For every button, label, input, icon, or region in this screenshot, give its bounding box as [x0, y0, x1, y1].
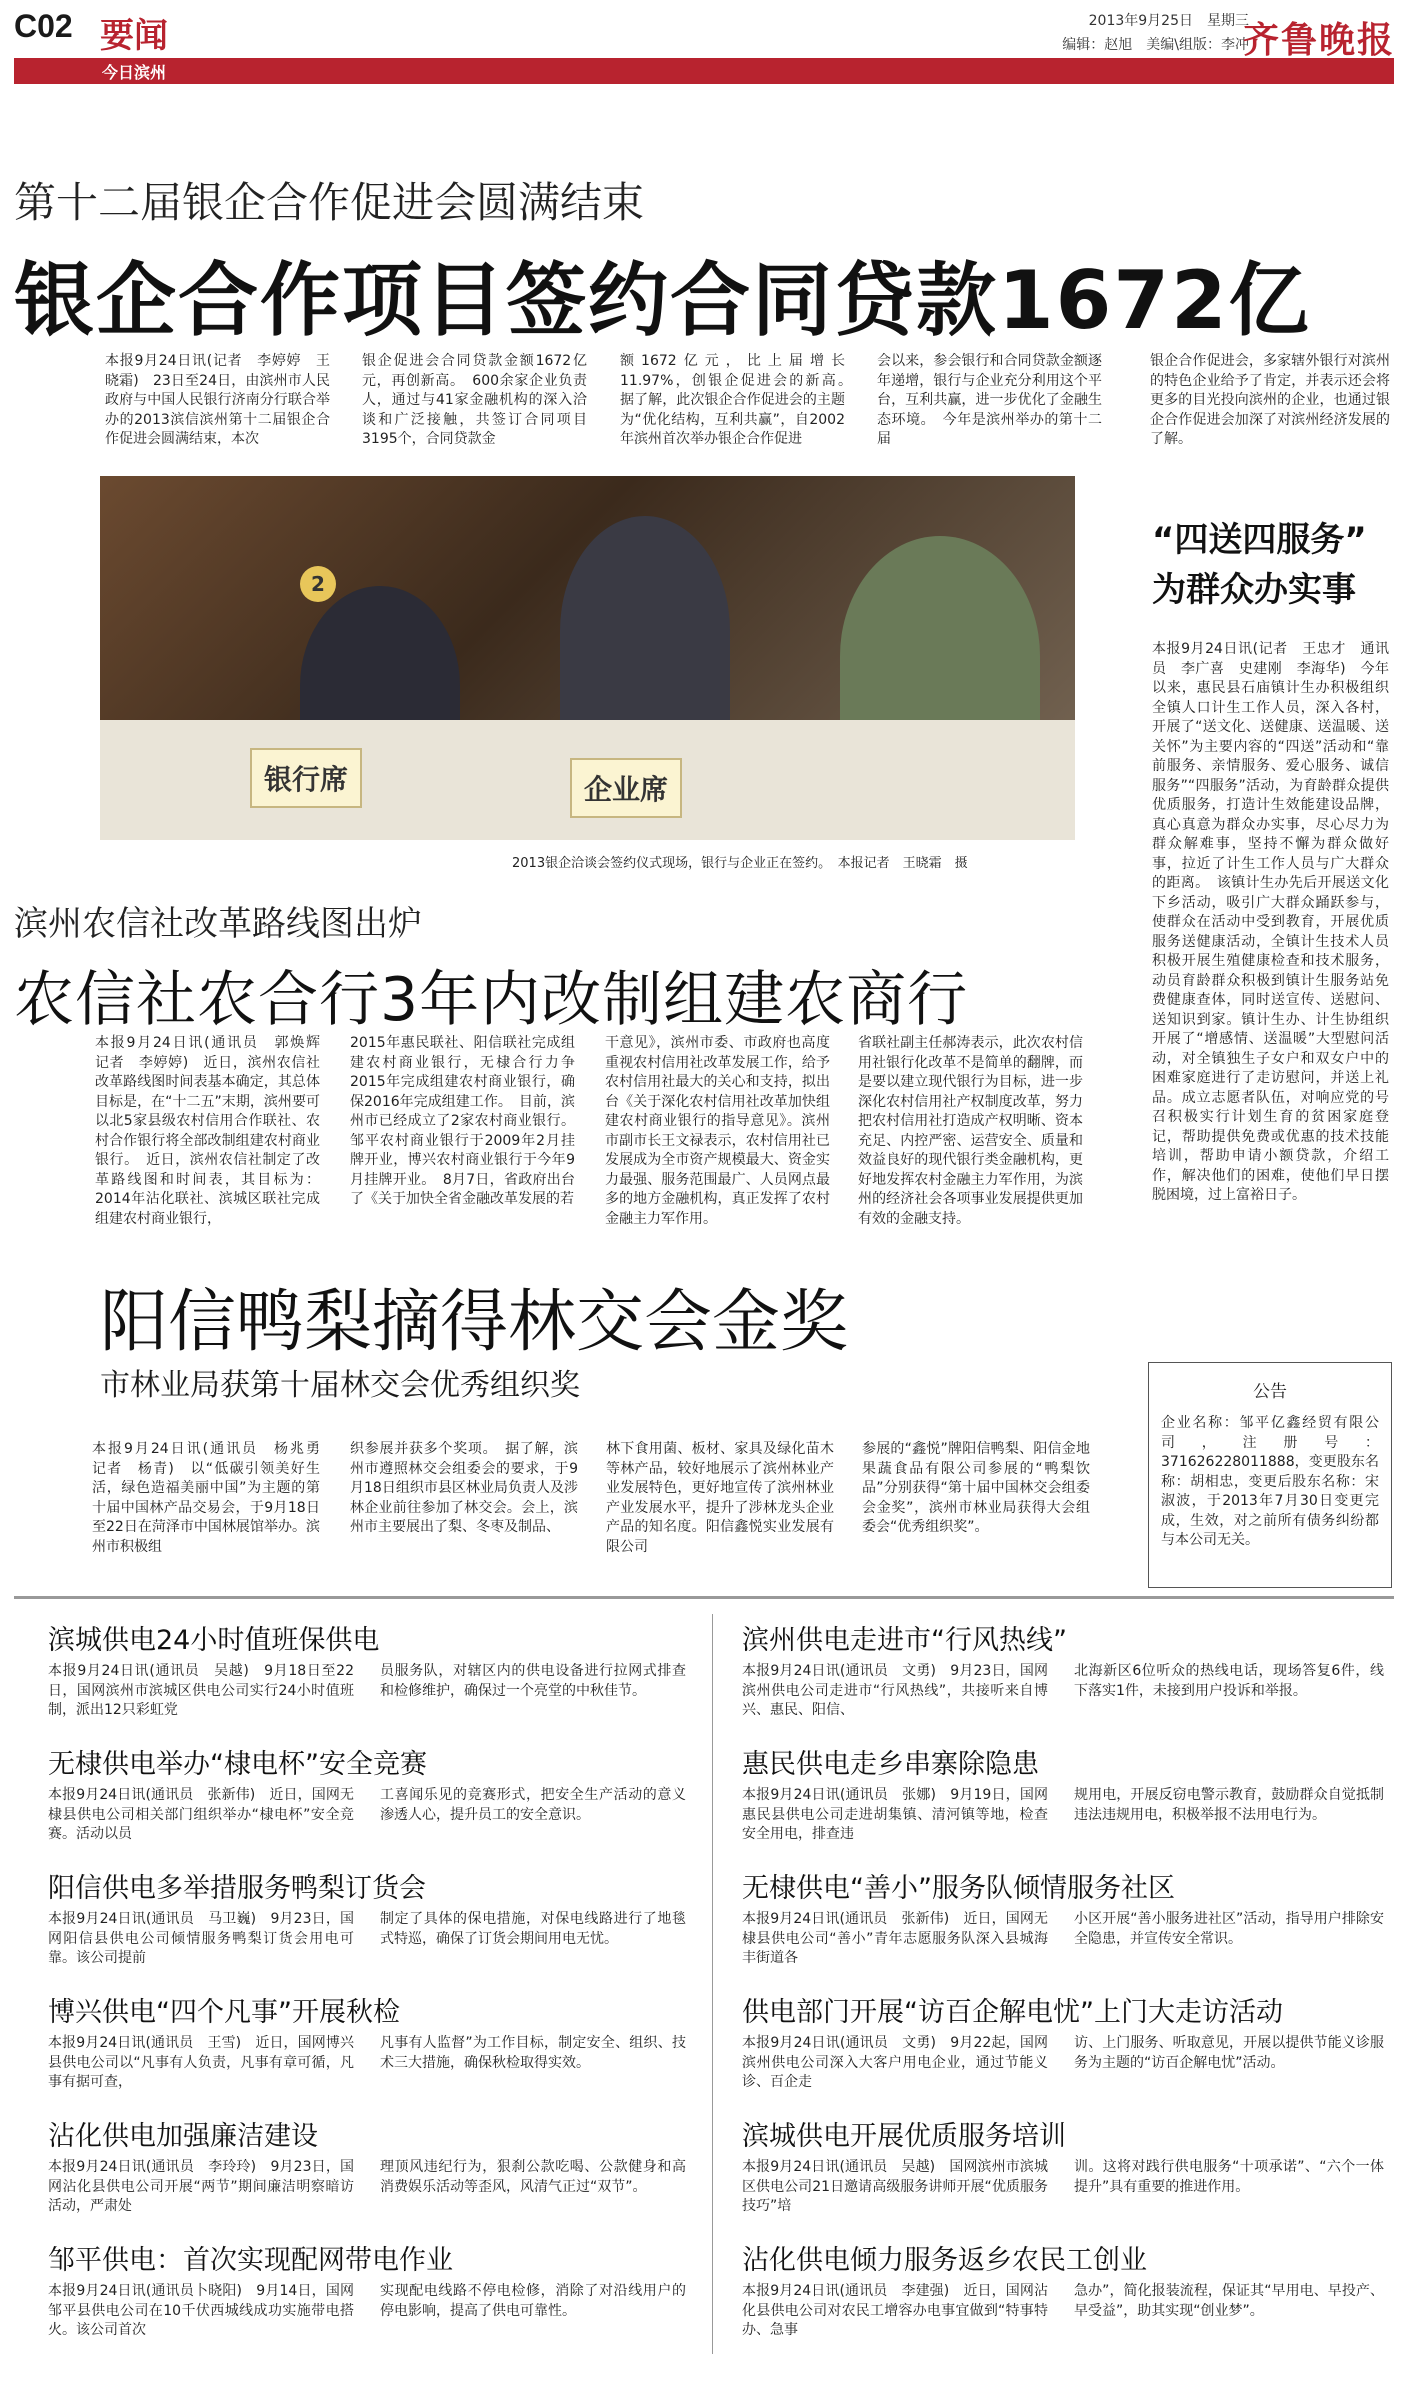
notice-box [1148, 1362, 1392, 1588]
news-body-b: 工喜闻乐见的竞赛形式，把安全生产活动的意义渗透人心，提升员工的安全意识。 [380, 1787, 686, 1823]
news-body-a: 本报9月24日讯(通讯员 吴越) 9月18日至22日，国网滨州市滨城区供电公司实行24小时值班制，派出12只彩虹党 [48, 1663, 354, 1718]
third-col-4: 参展的“鑫悦”牌阳信鸭梨、阳信金地果蔬食品有限公司参展的“鸭梨饮品”分别获得“第十届中国林交会组委会金奖”，滨州市林业局获得大会组委会“优秀组织奖”。 [862, 1441, 1090, 1535]
news-headline: 博兴供电“四个凡事”开展秋检 [48, 1997, 400, 2028]
news-body-b: 训。这将对践行供电服务“十项承诺”、“六个一体提升”具有重要的推进作用。 [1074, 2159, 1384, 2195]
lead-headline: 银企合作项目签约合同贷款1672亿 [14, 254, 1311, 347]
third-col-3: 林下食用菌、板材、家具及绿化苗木等林产品，较好地展示了滨州林业产业发展特色，更好地宣传了滨州林业产业发展水平，提升了涉林龙头企业产品的知名度。阳信鑫悦实业发展有限公司 [606, 1441, 834, 1555]
second-headline: 农信社农合行3年内改制组建农商行 [14, 965, 969, 1035]
news-headline: 惠民供电走乡串寨除隐患 [742, 1749, 1039, 1780]
news-body-b: 急办”，简化报装流程，保证其“早用电、早投产、早受益”，助其实现“创业梦”。 [1074, 2283, 1384, 2319]
second-kicker: 滨州农信社改革路线图出炉 [14, 904, 422, 944]
lead-kicker: 第十二届银企合作促进会圆满结束 [14, 178, 645, 227]
bank-seat-sign: 银行席 [250, 748, 362, 808]
news-body-a: 本报9月24日讯(通讯员 张娜) 9月19日，国网惠民县供电公司走进胡集镇、清河镇等地，检查安全用电，排查违 [742, 1787, 1048, 1842]
news-headline: 沾化供电加强廉洁建设 [48, 2121, 318, 2152]
third-col-1: 本报9月24日讯(通讯员 杨兆勇 记者 杨青) 以“低碳引领美好生活，绿色造福美丽中国”为主题的第十届中国林产品交易会，于9月18日至22日在菏泽市中国林展馆举办。滨州市积极组 [92, 1441, 334, 1555]
lead-col-2: 银企促进会合同贷款金额1672亿元，再创新高。 600余家企业负责人，通过与41家金融机构的深入洽谈和广泛接触，共签订合同项目3195个，合同贷款金 [362, 353, 587, 447]
news-body-a: 本报9月24日讯(通讯员 文勇) 9月23日，国网滨州供电公司走进市“行风热线”，共接听来自博兴、惠民、阳信、 [742, 1663, 1048, 1718]
news-headline: 供电部门开展“访百企解电忧”上门大走访活动 [742, 1997, 1283, 2028]
news-body-a: 本报9月24日讯(通讯员 马卫巍) 9月23日，国网阳信县供电公司倾情服务鸭梨订货会用电可靠。该公司提前 [48, 1911, 354, 1966]
news-body-b: 小区开展“善小服务进社区”活动，指导用户排除安全隐患，并宣传安全常识。 [1074, 1911, 1384, 1947]
second-col-3: 干意见》，滨州市委、市政府也高度重视农村信用社改革发展工作，给予农村信用社最大的关心和支持，拟出台《关于深化农村信用社改革加快组建农村商业银行的指导意见》。滨州市副市长王文禄表示，农村信用社已发展成为全市资产规模最大、资金实力最强、服务范围最广、人员网点最多的地方金融机构，真正发挥了农村金融主力军作用。 [605, 1035, 830, 1227]
news-body-b: 北海新区6位听众的热线电话，现场答复6件，线下落实1件，未接到用户投诉和举报。 [1074, 1663, 1384, 1699]
column-divider [712, 1614, 713, 2354]
photo-caption: 2013银企洽谈会签约仪式现场，银行与企业正在签约。 本报记者 王晓霜 摄 [512, 856, 968, 871]
news-body-a: 本报9月24日讯(通讯员 张新伟) 近日，国网无棣县供电公司“善小”青年志愿服务队深入县城海丰街道各 [742, 1911, 1048, 1966]
news-body-a: 本报9月24日讯(通讯员 李建强) 近日，国网沾化县供电公司对农民工增容办电事宜做到“特事特办、急事 [742, 2283, 1048, 2338]
news-body-a: 本报9月24日讯(通讯员 张新伟) 近日，国网无棣县供电公司相关部门组织举办“棣电杯”安全竞赛。活动以员 [48, 1787, 354, 1842]
third-subhead: 市林业局获第十届林交会优秀组织奖 [100, 1368, 580, 1403]
enterprise-seat-sign: 企业席 [570, 758, 682, 818]
news-headline: 阳信供电多举措服务鸭梨订货会 [48, 1873, 426, 1904]
issue-date: 2013年9月25日 星期三 [1088, 13, 1249, 29]
section-title: 要闻 [100, 16, 168, 56]
news-body-b: 规用电，开展反窃电警示教育，鼓励群众自觉抵制违法违规用电，积极举报不法用电行为。 [1074, 1787, 1384, 1823]
second-col-2: 2015年惠民联社、阳信联社完成组建农村商业银行，无棣合行力争2015年完成组建农村商业银行，确保2016年完成组建工作。 目前，滨州市已经成立了2家农村商业银行。邹平农村商业银行于2009年2月挂牌开业，博兴农村商业银行于今年9月挂牌开业。 8月7日，省政府出台了《关于加快全省金融改革发展的若 [350, 1035, 575, 1207]
news-body-b: 访、上门服务、听取意见，开展以提供节能义诊服务为主题的“访百企解电忧”活动。 [1074, 2035, 1384, 2071]
news-body-a: 本报9月24日讯(通讯员 文勇) 9月22起，国网滨州供电公司深入大客户用电企业，通过节能义诊、百企走 [742, 2035, 1048, 2090]
lead-col-1: 本报9月24日讯(记者 李婷婷 王晓霜) 23日至24日，由滨州市人民政府与中国人民银行济南分行联合举办的2013滨信滨州第十二届银企合作促进会圆满结束，本次 [105, 353, 330, 447]
news-body-b: 理顶风违纪行为，狠刹公款吃喝、公款健身和高消费娱乐活动等歪风，风清气正过“双节”。 [380, 2159, 686, 2195]
news-headline: 邹平供电：首次实现配网带电作业 [48, 2245, 453, 2276]
photo-person [560, 516, 730, 746]
news-body-a: 本报9月24日讯(通讯员 王雪) 近日，国网博兴县供电公司以“凡事有人负责，凡事有章可循，凡事有据可查， [48, 2035, 354, 2090]
notice-title: 公告 [1253, 1382, 1287, 1402]
news-headline: 滨城供电24小时值班保供电 [48, 1625, 380, 1656]
news-body-a: 本报9月24日讯(通讯员卜晓阳) 9月14日，国网邹平县供电公司在10千伏西城线成功实施带电搭火。该公司首次 [48, 2283, 354, 2338]
news-body-a: 本报9月24日讯(通讯员 李玲玲) 9月23日，国网沾化县供电公司开展“两节”期间廉洁明察暗访活动，严肃处 [48, 2159, 354, 2214]
news-body-b: 凡事有人监督”为工作目标，制定安全、组织、技术三大措施，确保秋检取得实效。 [380, 2035, 686, 2071]
notice-body: 企业名称：邹平亿鑫经贸有限公司，注册号：371626228011888，变更股东名称：胡相忠，变更后股东名称：宋淑波，于2013年7月30日变更完成，生效，对之前所有债务纠纷都与本公司无关。 [1161, 1415, 1379, 1548]
editor-credits: 编辑：赵旭 美编\组版：李冲 [1062, 37, 1249, 53]
lead-col-4: 会以来，参会银行和合同贷款金额逐年递增，银行与企业充分利用这个平台，互利共赢，进一步优化了金融生态环境。 今年是滨州举办的第十二届 [877, 353, 1102, 447]
third-headline: 阳信鸭梨摘得林交会金奖 [100, 1283, 849, 1362]
second-col-1: 本报9月24日讯(通讯员 郭焕辉 记者 李婷婷) 近日，滨州农信社改革路线图时间表基本确定，其总体目标是，在“十二五”末期，滨州要可以北5家县级农村信用合作联社、农村合作银行将全部改制组建农村商业银行。 近日，滨州农信社制定了改革路线图和时间表，其目标为：2014年沾化联社、滨城区联社完成组建农村商业银行， [95, 1035, 334, 1227]
side-headline-2: 为群众办实事 [1152, 570, 1356, 610]
section-divider [14, 1596, 1394, 1599]
page-number: C02 [14, 8, 73, 44]
news-body-b: 制定了具体的保电措施，对保电线路进行了地毯式特巡，确保了订货会期间用电无忧。 [380, 1911, 686, 1947]
subsection-bar [14, 58, 1394, 84]
news-headline: 沾化供电倾力服务返乡农民工创业 [742, 2245, 1147, 2276]
news-body-b: 实现配电线路不停电检修，消除了对沿线用户的停电影响，提高了供电可靠性。 [380, 2283, 686, 2319]
second-col-4: 省联社副主任郝涛表示，此次农村信用社银行化改革不是简单的翻牌，而是要以建立现代银行为目标，进一步深化农村信用社产权制度改革，努力把农村信用社打造成产权明晰、资本充足、内控严密、运营安全、质量和效益良好的现代银行类金融机构，更好地发挥农村金融主力军作用，为滨州的经济社会各项事业发展提供更加有效的金融支持。 [858, 1035, 1083, 1227]
paper-logo: 齐鲁晚报 [1242, 19, 1395, 61]
news-headline: 滨州供电走进市“行风热线” [742, 1625, 1067, 1656]
lead-col-3: 额1672亿元，比上届增长11.97%，创银企促进会的新高。 据了解，此次银企合作促进会的主题为“优化结构，互利共赢”，自2002年滨州首次举办银企合作促进 [620, 353, 859, 447]
news-headline: 无棣供电举办“棣电杯”安全竞赛 [48, 1749, 427, 1780]
signing-ceremony-photo [100, 476, 1075, 840]
third-col-2: 织参展并获多个奖项。 据了解，滨州市遵照林交会组委会的要求，于9月18日组织市县区林业局负责人及涉林企业前往参加了林交会。会上，滨州市主要展出了梨、冬枣及制品、 [350, 1441, 578, 1535]
side-headline-1: “四送四服务” [1152, 520, 1367, 560]
table-number-sign: 2 [300, 566, 336, 602]
news-body-b: 员服务队，对辖区内的供电设备进行拉网式排查和检修维护，确保过一个亮堂的中秋佳节。 [380, 1663, 686, 1699]
subsection-label: 今日滨州 [102, 63, 167, 82]
news-headline: 滨城供电开展优质服务培训 [742, 2121, 1066, 2152]
news-body-a: 本报9月24日讯(通讯员 吴越) 国网滨州市滨城区供电公司21日邀请高级服务讲师开展“优质服务技巧”培 [742, 2159, 1048, 2214]
side-body: 本报9月24日讯(记者 王忠才 通讯员 李广喜 史建刚 李海华) 今年以来，惠民县石庙镇计生办积极组织全镇人口计生工作人员，深入各村，开展了“送文化、送健康、送温暖、送关怀”为主要内容的“四送”活动和“靠前服务、亲情服务、爱心服务、诚信服务”“四服务”活动，为育龄群众提供优质服务，打造计生效能建设品牌，真心真意为群众办实事，尽心尽力为群众解难事，坚持不懈为群众做好事，拉近了计生工作人员与广大群众的距离。 该镇计生办先后开展送文化下乡活动，吸引广大群众踊跃参与，使群众在活动中受到教育，开展优质服务送健康活动，全镇计生技术人员积极开展生殖健康检查和技术服务，动员育龄群众积极到镇计生服务站免费健康查体，同时送宣传、送慰问、送知识到家。镇计生办、计生协组织开展了“增感情、送温暖”大型慰问活动，对全镇独生子女户和双女户中的困难家庭进行了走访慰问，并送上礼品。成立志愿者队伍，对响应党的号召积极实行计划生育的贫困家庭登记，帮助提供免费或优惠的技术技能培训，帮助申请小额贷款，介绍工作，解决他们的困难，使他们早日摆脱困境，过上富裕日子。 [1152, 641, 1389, 1203]
news-headline: 无棣供电“善小”服务队倾情服务社区 [742, 1873, 1175, 1904]
lead-col-5: 银企合作促进会，多家辖外银行对滨州的特色企业给予了肯定，并表示还会将更多的目光投向滨州的企业，也通过银企合作促进会加深了对滨州经济发展的了解。 [1150, 353, 1390, 447]
